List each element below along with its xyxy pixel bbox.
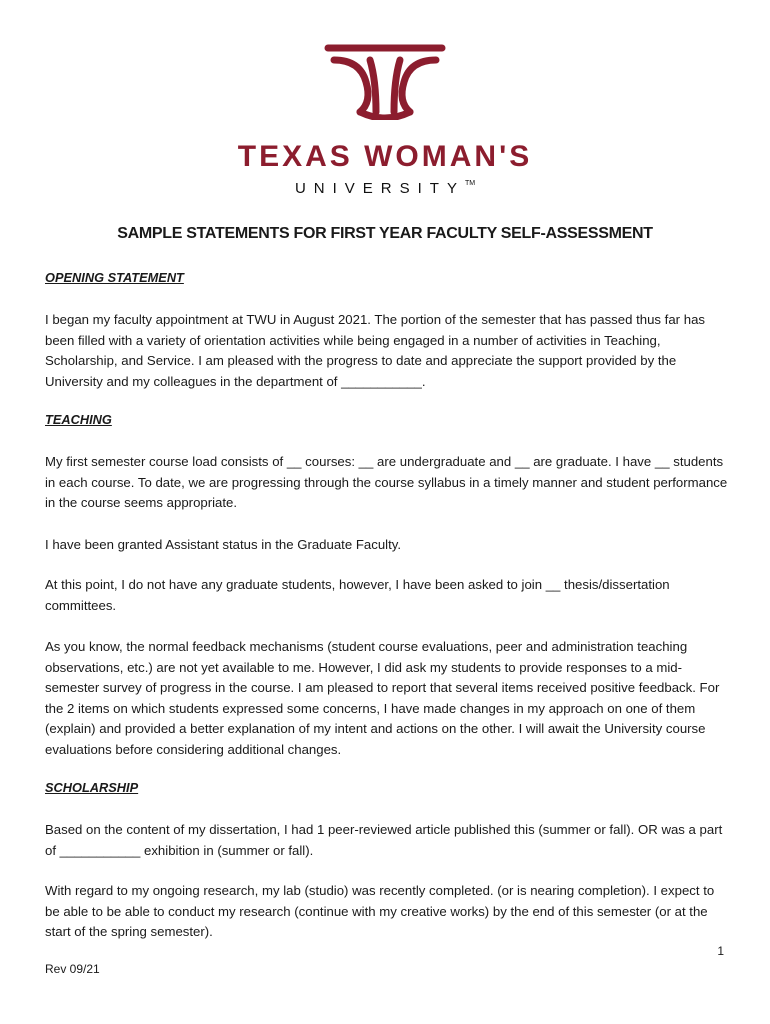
paragraph: As you know, the normal feedback mechanisms (student course evaluations, peer and administration teaching observations, etc.) are not yet available to me. However, I did ask my students to provide responses to a mid-semester survey of progress in the course. I am pleased to report that several items received positive feedback. For the 2 items on which students expressed some concerns, I have made changes in my approach on one of them (explain) and provided a better explanation of my intent and actions on the other. I will await the University course evaluations before considering additional changes.: [45, 639, 720, 757]
paragraph: At this point, I do not have any graduate students, however, I have been asked to join __ thesis/dissertation committees.: [45, 577, 670, 613]
page-number: 1: [717, 944, 724, 958]
paragraph: My first semester course load consists of __ courses: __ are undergraduate and __ are graduate. I have __ students in each course. To date, we are progressing through the course syllabus in a timely manner and student performance in the course seems appropriate.: [45, 454, 728, 510]
revision-label: Rev 09/21: [45, 962, 100, 976]
teaching-paragraph-1: [45, 452, 730, 514]
paragraph: Based on the content of my dissertation, I had 1 peer-reviewed article published this (summer or fall). OR was a part of ___________ exhibition in (summer or fall).: [45, 822, 723, 858]
section-heading-scholarship: SCHOLARSHIP: [45, 780, 139, 795]
paragraph: I have been granted Assistant status in the Graduate Faculty.: [45, 537, 402, 552]
section-heading-teaching: TEACHING: [45, 412, 112, 427]
scholarship-paragraph-1: [45, 820, 730, 861]
paragraph: With regard to my ongoing research, my lab (studio) was recently completed. (or is nearing completion). I expect to be able to be able to conduct my research (continue with my creative works) by the end of this semester (or at the start of the spring semester).: [45, 883, 715, 939]
teaching-paragraph-4: [45, 637, 730, 760]
teaching-paragraph-2: [45, 535, 730, 556]
university-label: [0, 180, 770, 197]
opening-paragraph: [45, 310, 730, 392]
scholarship-paragraph-2: [45, 881, 730, 943]
document-title: SAMPLE STATEMENTS FOR FIRST YEAR FACULTY SELF-ASSESSMENT: [117, 225, 653, 242]
university-text: UNIVERSITY: [294, 180, 465, 197]
trademark-mark: TM: [464, 180, 476, 187]
university-logo: [0, 40, 770, 120]
paragraph: I began my faculty appointment at TWU in August 2021. The portion of the semester that has passed thus far has been filled with a variety of orientation activities while being engaged in a number of activities in Teaching, Scholarship, and Service. I am pleased with the progress to date and appreciate the support provided by the University and my colleagues in the department of ___________.: [45, 312, 705, 389]
twu-emblem-icon: [320, 40, 450, 120]
section-heading-opening: OPENING STATEMENT: [45, 270, 184, 285]
wordmark: TEXAS WOMAN'S: [237, 140, 533, 173]
teaching-paragraph-3: [45, 575, 730, 616]
